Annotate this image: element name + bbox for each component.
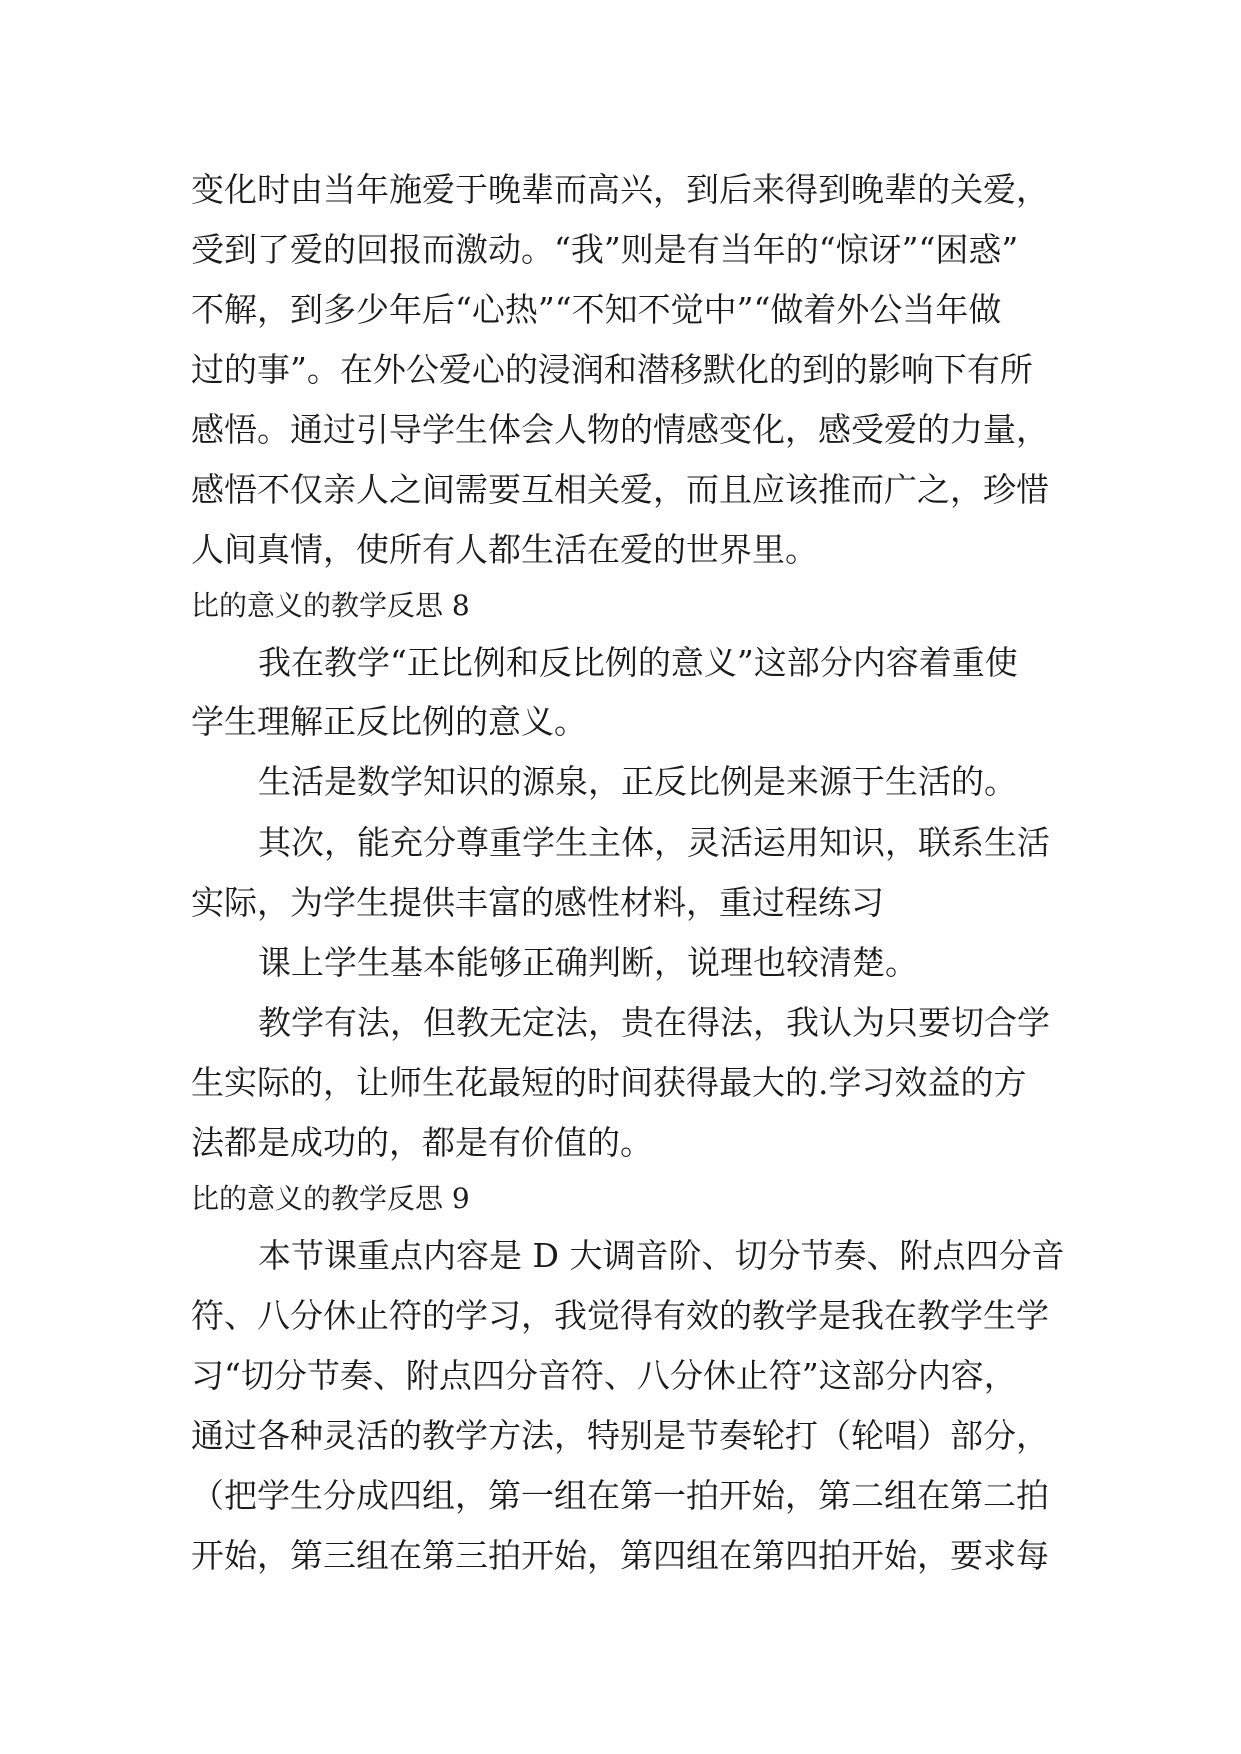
body-line: 习“切分节奏、附点四分音符、八分休止符”这部分内容， [191,1356,1017,1395]
body-line: 学生理解正反比例的意义。 [191,702,587,741]
body-line: 实际，为学生提供丰富的感性材料，重过程练习 [191,883,884,922]
paragraph-first-line: 课上学生基本能够正确判断，说理也较清楚。 [258,943,918,982]
paragraph-first-line: 我在教学“正比例和反比例的意义”这部分内容着重使 [258,643,1018,682]
body-line: 通过各种灵活的教学方法，特别是节奏轮打（轮唱）部分， [191,1416,1049,1455]
paragraph-first-line: 生活是数学知识的源泉，正反比例是来源于生活的。 [258,762,1017,801]
body-line: 感悟不仅亲人之间需要互相关爱，而且应该推而广之，珍惜 [191,470,1049,509]
body-line: 生实际的，让师生花最短的时间获得最大的.学习效益的方 [191,1063,1027,1102]
section-heading: 比的意义的教学反思 9 [191,1182,470,1215]
body-line: 受到了爱的回报而激动。“我”则是有当年的“惊讶”“困惑” [191,230,1019,269]
body-line: 过的事”。在外公爱心的浸润和潜移默化的到的影响下有所 [191,350,1033,389]
paragraph-first-line: 本节课重点内容是 D 大调音阶、切分节奏、附点四分音 [258,1236,1065,1275]
body-line: 变化时由当年施爱于晚辈而高兴，到后来得到晚辈的关爱， [191,170,1049,209]
body-line: （把学生分成四组，第一组在第一拍开始，第二组在第二拍 [191,1476,1049,1515]
paragraph-first-line: 其次，能充分尊重学生主体，灵活运用知识，联系生活 [258,823,1050,862]
body-line: 符、八分休止符的学习，我觉得有效的教学是我在教学生学 [191,1296,1049,1335]
body-line: 法都是成功的，都是有价值的。 [191,1123,653,1162]
body-line: 人间真情，使所有人都生活在爱的世界里。 [191,530,818,569]
body-line: 不解，到多少年后“心热”“不知不觉中”“做着外公当年做 [191,290,1002,329]
paragraph-first-line: 教学有法，但教无定法，贵在得法，我认为只要切合学 [258,1003,1050,1042]
section-heading: 比的意义的教学反思 8 [191,589,470,622]
body-line: 开始，第三组在第三拍开始，第四组在第四拍开始，要求每 [191,1536,1049,1575]
body-line: 感悟。通过引导学生体会人物的情感变化，感受爱的力量， [191,410,1049,449]
